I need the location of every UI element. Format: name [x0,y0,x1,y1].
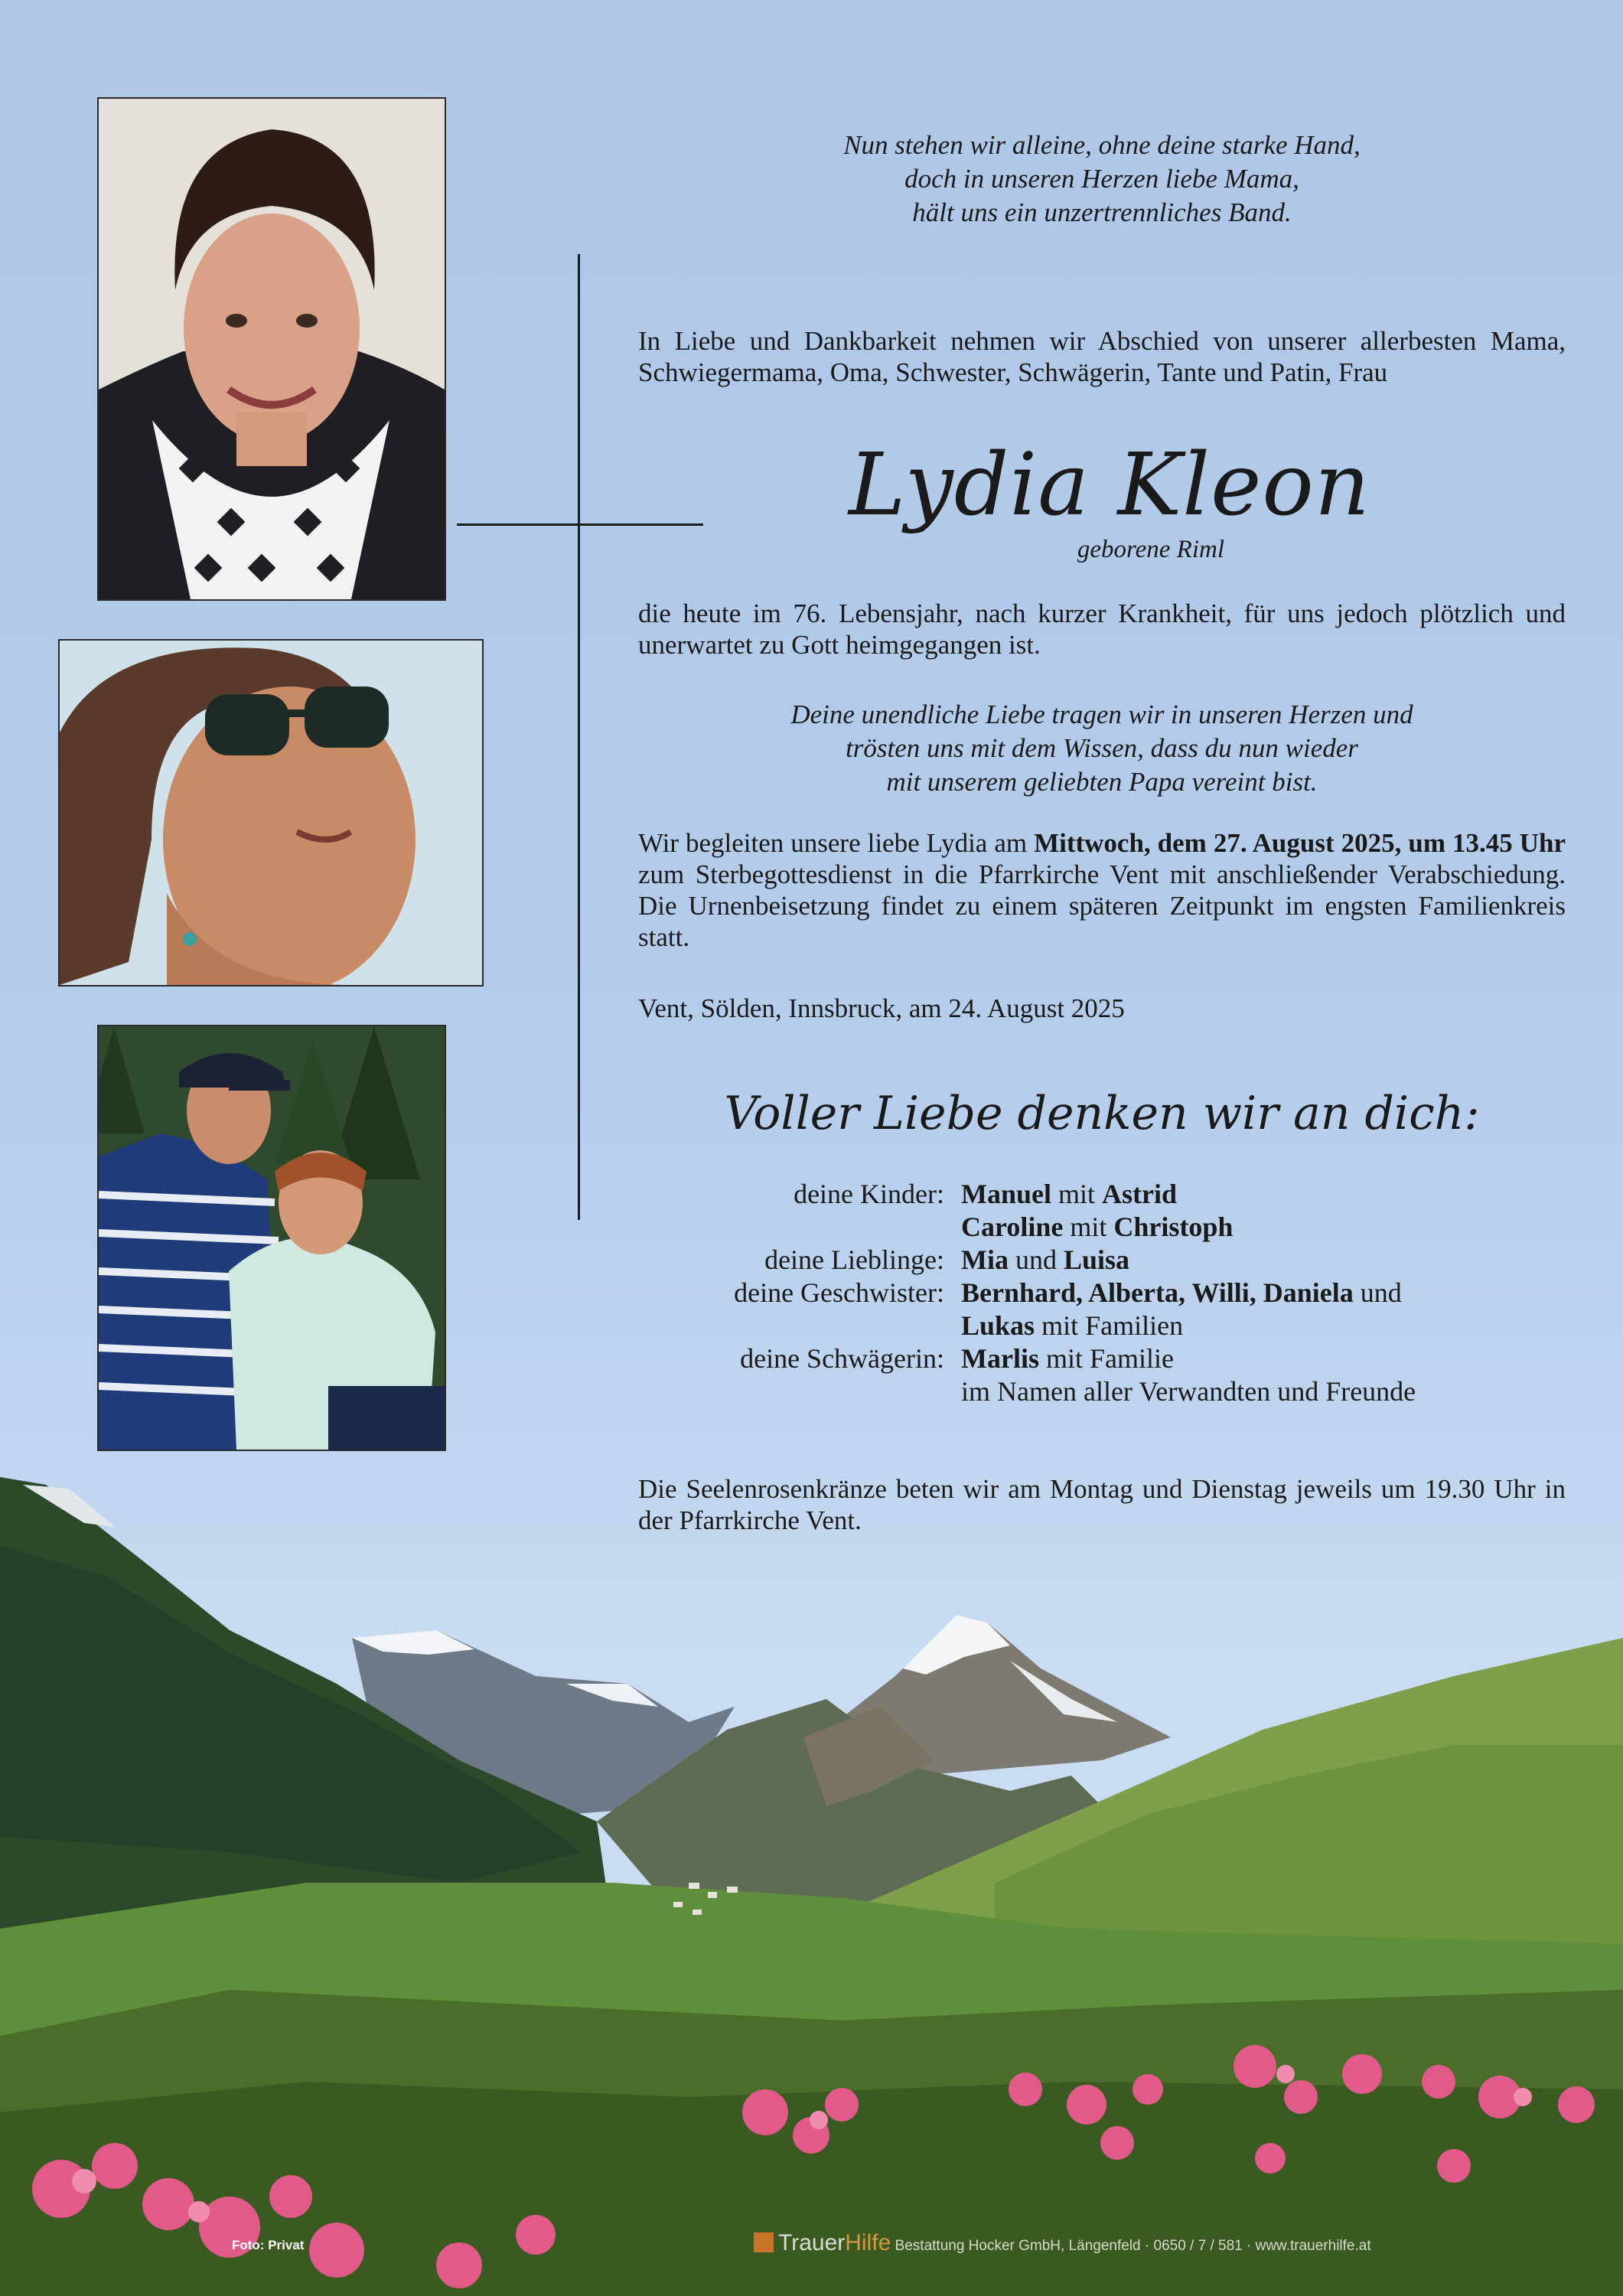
family-names [961,1244,1566,1277]
family-connector: mit [1051,1179,1103,1209]
family-row-siblings [638,1277,1566,1309]
family-role-label-empty [638,1375,961,1408]
middle-poem-line: mit unserem geliebten Papa vereint bist. [886,767,1318,797]
couple-in-forest-image [99,1026,445,1450]
deceased-name: Lydia Kleon [849,435,1370,535]
footer-imprint [754,2230,1371,2256]
family-name: Luisa [1063,1244,1130,1275]
family-role-label: deine Geschwister: [734,1277,944,1308]
family-row-closing [638,1375,1566,1408]
family-names [961,1342,1566,1375]
alpine-landscape-image [0,1454,1623,2296]
family-names [961,1309,1566,1342]
family-row-children-2 [638,1211,1566,1244]
family-name: Lukas [961,1310,1035,1341]
funeral-date: Mittwoch, dem 27. August 2025, [1034,828,1402,858]
family-list [638,1178,1566,1408]
family-row-children [638,1178,1566,1211]
rosary-paragraph: Die Seelenrosenkränze beten wir am Montag und Dienstag jeweils um 19.30 Uhr in der Pfarrkirche Vent. [638,1474,1566,1535]
family-names [961,1277,1566,1309]
family-names [961,1211,1566,1244]
portrait-smiling-woman-image [99,99,445,599]
cross-vertical-bar [578,254,580,1220]
passing-paragraph: die heute im 76. Lebensjahr, nach kurzer Krankheit, für uns jedoch plötzlich und unerwartet zu Gott heimgegangen ist. [638,598,1566,660]
middle-poem-line: Deine unendliche Liebe tragen wir in unseren Herzen und [790,700,1413,729]
trauerhilfe-logo-icon [754,2232,774,2252]
family-name: Christoph [1113,1212,1234,1242]
family-name: Bernhard, Alberta, Willi, Daniela [961,1277,1354,1308]
family-name: Marlis [961,1343,1039,1374]
family-name: Caroline [961,1212,1064,1242]
footer-brand-accent: Hilfe [845,2230,891,2255]
opening-poem-line: doch in unseren Herzen liebe Mama, [904,164,1299,194]
cross-horizontal-bar [457,523,703,526]
funeral-text: Wir begleiten unsere liebe Lydia am [638,828,1035,858]
intro-paragraph: In Liebe und Dankbarkeit nehmen wir Abschied von unserer allerbesten Mama, Schwiegermama, Oma, Schwester, Schwägerin, Tante und Patin, Frau [638,326,1566,387]
portrait-photo-1 [97,97,446,601]
birth-name: geborene Riml [1077,536,1224,563]
funeral-space [1401,828,1408,858]
footer-imprint-text: Bestattung Hocker GmbH, Längenfeld · 0650 / 7 / 581 · www.trauerhilfe.at [895,2238,1371,2254]
family-row-siblings-2 [638,1309,1566,1342]
couple-photo [97,1025,446,1451]
family-closing-line: im Namen aller Verwandten und Freunde [961,1376,1416,1407]
place-and-date: Vent, Sölden, Innsbruck, am 24. August 2025 [638,993,1125,1023]
family-connector: und [1008,1244,1064,1275]
family-role-label: deine Kinder: [794,1179,944,1209]
photo-credit: Foto: Privat [232,2238,305,2252]
family-name: Astrid [1102,1179,1178,1209]
family-name: Manuel [961,1179,1052,1209]
family-row-sister-in-law [638,1342,1566,1375]
family-role-label-empty [638,1211,961,1244]
funeral-text: zum Sterbegottesdienst in die Pfarrkirche Vent mit anschließender Verabschiedung. Die Urnenbeisetzung findet zu einem späteren Zeitpunkt im engsten Familienkreis statt. [638,859,1566,952]
portrait-photo-2 [58,639,484,987]
family-suffix: mit Familie [1038,1343,1174,1374]
family-connector: und [1353,1277,1402,1308]
remembrance-heading: Voller Liebe denken wir an dich: [724,1087,1480,1140]
funeral-time: um 13.45 Uhr [1408,828,1566,858]
family-names [961,1178,1566,1211]
opening-poem-line: Nun stehen wir alleine, ohne deine starke Hand, [843,130,1361,160]
family-role-label-empty [638,1309,961,1342]
family-name: Mia [961,1244,1009,1275]
footer-brand: Trauer [778,2230,846,2255]
middle-poem-line: trösten uns mit dem Wissen, dass du nun wieder [846,733,1358,763]
family-role-label: deine Lieblinge: [764,1244,944,1275]
funeral-paragraph [638,827,1566,953]
family-row-grandchildren [638,1244,1566,1277]
portrait-sunglasses-woman-image [60,641,482,985]
family-role-label: deine Schwägerin: [740,1343,944,1374]
middle-poem [638,698,1566,799]
family-suffix: mit Familien [1035,1310,1184,1341]
family-connector: mit [1063,1212,1114,1242]
opening-poem-line: hält uns ein unzertrennliches Band. [912,197,1292,227]
opening-poem [658,129,1546,230]
